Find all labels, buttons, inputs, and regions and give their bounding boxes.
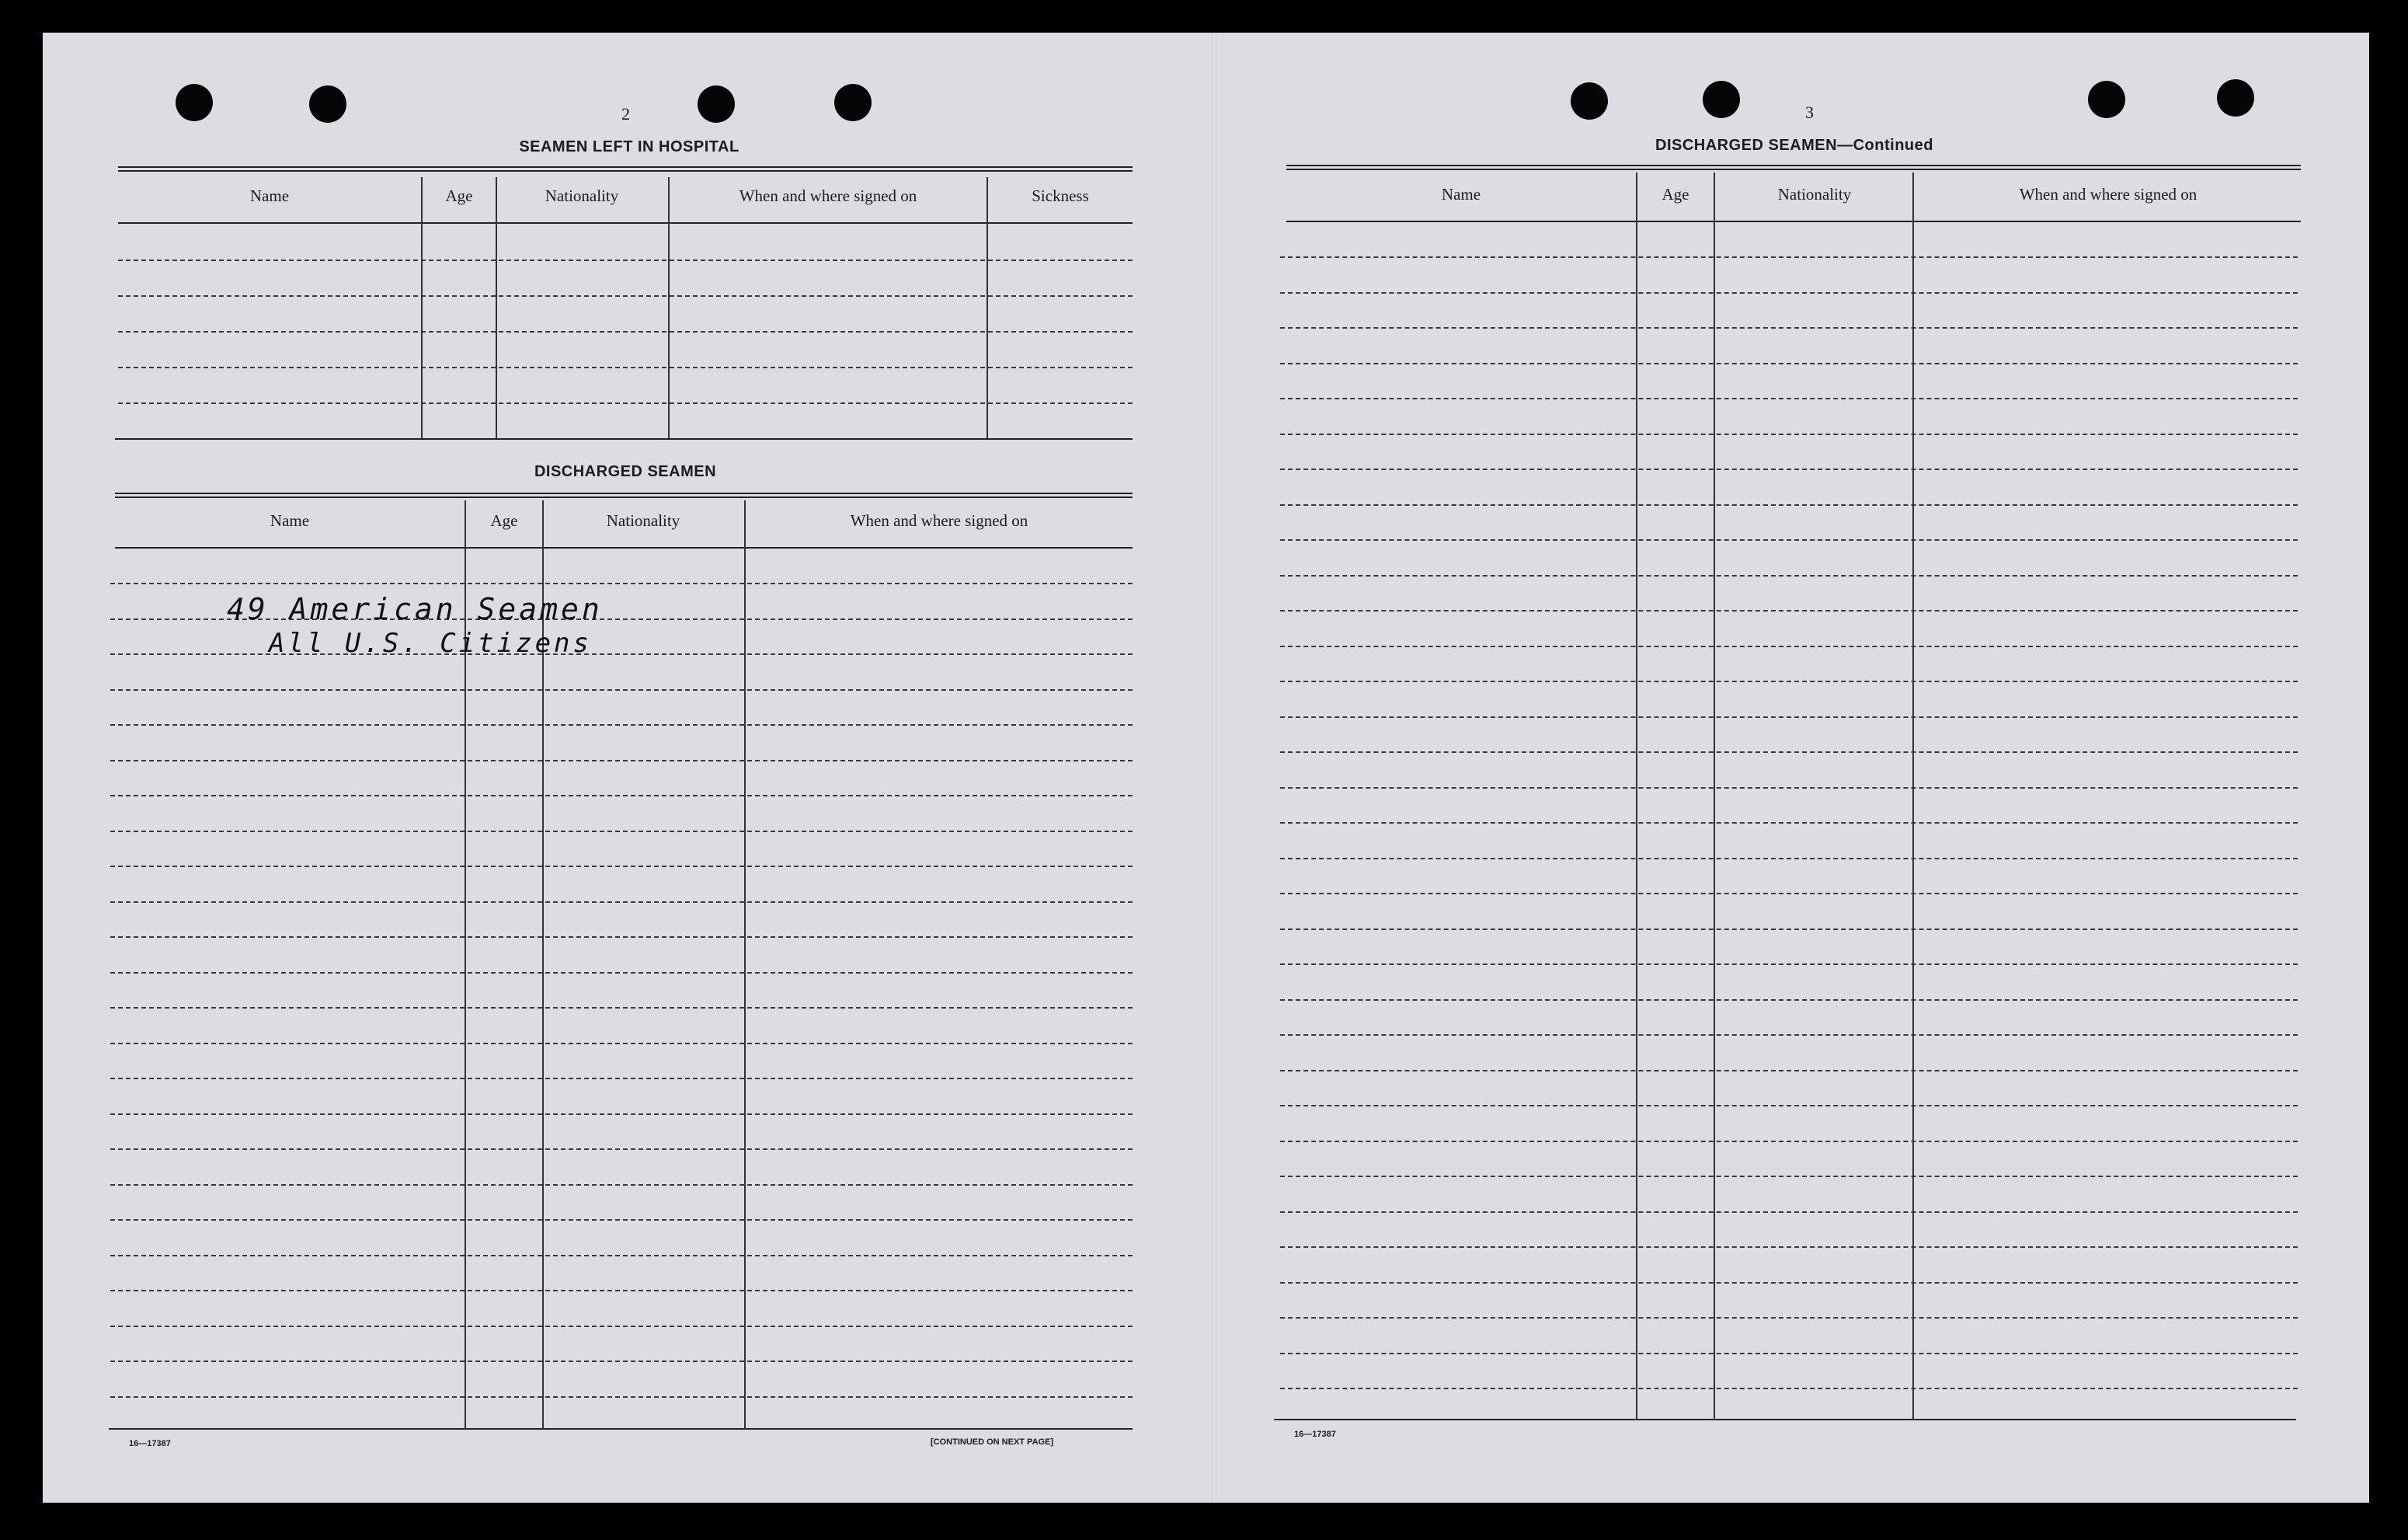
ruled-row-line [1280,256,2298,258]
ruled-row-line [110,1113,1133,1115]
discharged-col-divider [744,500,746,1428]
hospital-col-name: Name [249,186,290,205]
ruled-row-line [110,1396,1133,1398]
ruled-row-line [110,795,1133,796]
hospital-col-sickness: Sickness [1032,186,1089,205]
ruled-row-line [1280,858,2298,859]
ruled-row-line [1280,1388,2298,1389]
continued-note: [CONTINUED ON NEXT PAGE] [931,1437,1054,1447]
punch-hole [834,84,872,121]
ruled-row-line [110,1043,1133,1044]
hospital-col-signed-on: When and where signed on [739,186,917,205]
footer-form-code-left: 16—17387 [129,1439,171,1448]
right-bottom-rule [1274,1419,2296,1420]
footer-form-code-right: 16—17387 [1294,1430,1336,1439]
handwritten-citizenship: All U.S. Citizens [269,628,592,659]
hospital-col-divider [987,177,988,438]
ruled-row-line [110,760,1133,761]
ruled-row-line [1280,1211,2298,1213]
hospital-col-nationality: Nationality [545,186,619,205]
ruled-row-line [110,972,1133,974]
ruled-row-line [1280,539,2298,541]
ruled-row-line [1280,327,2298,329]
ruled-row-line [1280,363,2298,364]
ruled-row-line [110,653,1133,655]
ruled-row-line [1280,575,2298,577]
discharged-continued-title-main: DISCHARGED SEAMEN [1655,137,1838,154]
ruled-row-line [110,901,1133,903]
hospital-row-line [118,402,1133,404]
punch-hole [1571,82,1608,120]
hospital-header-rule [118,222,1133,224]
right-col-divider [1636,172,1637,1419]
ruled-row-line [1280,787,2298,789]
ruled-row-line [1280,963,2298,965]
punch-hole [2217,79,2254,117]
ruled-row-line [110,866,1133,867]
hospital-row-line [118,260,1133,261]
ruled-row-line [1280,1353,2298,1354]
right-col-age: Age [1662,185,1689,204]
ruled-row-line [1280,716,2298,718]
hospital-col-age: Age [445,186,473,205]
ruled-row-line [1280,1105,2298,1106]
hospital-col-divider [668,177,670,438]
page-number-right: 3 [1805,103,1814,122]
hospital-col-divider [496,177,497,438]
ruled-row-line [110,1219,1133,1221]
ruled-row-line [110,1184,1133,1186]
discharged-col-name: Name [270,511,310,530]
ruled-row-line [110,936,1133,938]
ruled-row-line [1280,1317,2298,1319]
right-col-divider [1714,172,1715,1419]
right-col-signed-on: When and where signed on [2019,185,2197,204]
punch-hole [309,85,346,123]
punch-hole [1703,81,1740,118]
ruled-row-line [1280,1246,2298,1248]
ruled-row-line [1280,893,2298,894]
discharged-bottom-rule [109,1428,1133,1430]
hospital-bottom-rule [115,438,1133,440]
hospital-row-line [118,367,1133,368]
ruled-row-line [110,724,1133,726]
discharged-header-rule [115,547,1133,549]
ruled-row-line [1280,504,2298,506]
right-col-name: Name [1441,185,1481,204]
ruled-row-line [1280,681,2298,682]
ruled-row-line [1280,751,2298,753]
ruled-row-line [1280,610,2298,611]
ruled-row-line [110,1078,1133,1079]
ruled-row-line [1280,1176,2298,1177]
ruled-row-line [110,1255,1133,1256]
hospital-row-line [118,331,1133,333]
ruled-row-line [1280,1282,2298,1284]
discharged-col-nationality: Nationality [606,511,680,530]
ruled-row-line [110,1290,1133,1291]
ruled-row-line [110,1148,1133,1150]
ruled-row-line [1280,292,2298,294]
hospital-section-title: SEAMEN LEFT IN HOSPITAL [519,138,739,155]
ruled-row-line [1280,434,2298,435]
punch-hole [698,85,735,123]
discharged-col-signed-on: When and where signed on [850,511,1028,530]
ruled-row-line [1280,1141,2298,1142]
ruled-row-line [110,831,1133,832]
hospital-col-divider [421,177,423,438]
page-number-left: 2 [621,104,630,124]
ruled-row-line [110,689,1133,691]
discharged-col-age: Age [490,511,518,530]
right-col-nationality: Nationality [1777,185,1852,204]
ruled-row-line [110,1007,1133,1009]
handwritten-seamen-count: 49 American Seamen [227,592,603,626]
ruled-row-line [1280,999,2298,1001]
ruled-row-line [1280,398,2298,399]
ruled-row-line [1280,822,2298,824]
ruled-row-line [1280,469,2298,470]
ruled-row-line [110,1326,1133,1327]
ruled-row-line [1280,1034,2298,1036]
ruled-row-line [1280,929,2298,930]
ruled-row-line [1280,1070,2298,1071]
ruled-row-line [110,1361,1133,1362]
discharged-continued-title-suffix: —Continued [1837,137,1933,154]
discharged-section-title: DISCHARGED SEAMEN [534,463,717,480]
punch-hole [2088,81,2125,118]
discharged-top-rule [115,493,1133,498]
right-col-divider [1912,172,1914,1419]
punch-hole [176,84,213,121]
ruled-row-line [1280,646,2298,647]
right-top-rule [1286,165,2301,170]
right-header-rule [1286,221,2301,222]
hospital-row-line [118,295,1133,297]
ruled-row-line [110,583,1133,584]
discharged-continued-title [1592,137,1996,155]
hospital-top-rule [118,166,1133,172]
page-fold [1212,33,1216,1503]
